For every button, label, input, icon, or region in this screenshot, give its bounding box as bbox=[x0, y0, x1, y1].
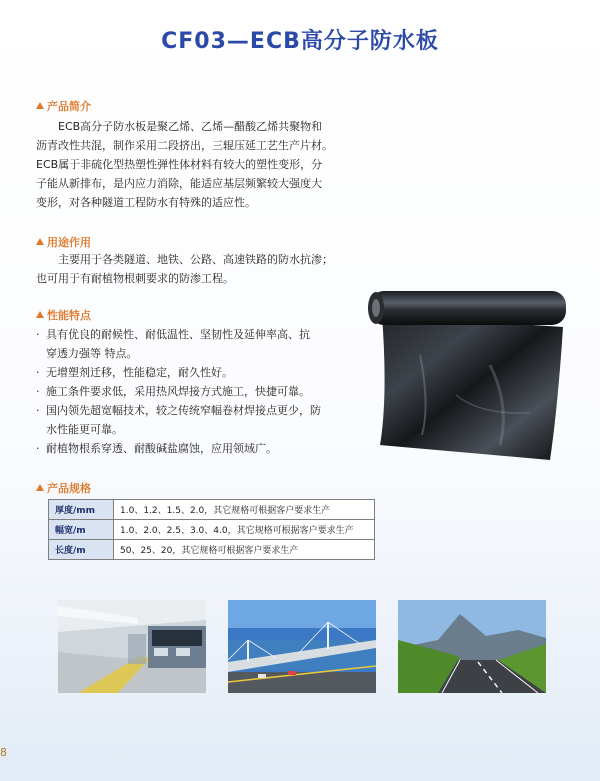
feature-item bbox=[36, 382, 366, 401]
feature-item bbox=[36, 439, 366, 458]
triangle-icon bbox=[36, 484, 44, 491]
intro-line: 沥青改性共混，制作采用二段挤出，三辊压延工艺生产片材。 bbox=[36, 139, 333, 152]
subway-photo bbox=[58, 600, 206, 693]
page-number: 8 bbox=[0, 746, 7, 759]
page-title: CF03—ECB高分子防水板 bbox=[161, 29, 439, 54]
membrane-sheet bbox=[380, 315, 563, 460]
usage-line: 主要用于各类隧道、地铁、公路、高速铁路的防水抗渗； bbox=[58, 253, 333, 266]
bridge-photo bbox=[228, 600, 376, 693]
spec-table bbox=[48, 499, 375, 560]
usage-line: 也可用于有耐植物根刺要求的防渗工程。 bbox=[36, 272, 234, 285]
usage-heading-label: 用途作用 bbox=[47, 236, 91, 249]
spec-label: 幅宽/m bbox=[49, 520, 114, 540]
table-row bbox=[49, 540, 375, 560]
features-list bbox=[36, 325, 366, 458]
feature-line: 穿透力强等 特点。 bbox=[46, 347, 138, 360]
intro-line: 子能从新排布，是内应力消除，能适应基层频繁较大强度大 bbox=[36, 177, 322, 190]
intro-paragraph bbox=[36, 117, 333, 212]
feature-line: 施工条件要求低，采用热风焊接方式施工，快捷可靠。 bbox=[46, 385, 310, 398]
feature-line: 水性能更可靠。 bbox=[46, 423, 123, 436]
usage-paragraph bbox=[36, 250, 333, 288]
feature-line: 耐植物根系穿透、耐酸碱盐腐蚀，应用领域广。 bbox=[46, 442, 277, 455]
usage-heading bbox=[36, 234, 91, 250]
feature-item bbox=[36, 363, 366, 382]
specs-heading bbox=[36, 480, 91, 496]
bullet-dot: · bbox=[36, 404, 40, 417]
spec-label: 长度/m bbox=[49, 540, 114, 560]
triangle-icon bbox=[36, 311, 44, 318]
table-row bbox=[49, 520, 375, 540]
bullet-dot: · bbox=[36, 442, 40, 455]
bullet-dot: · bbox=[36, 328, 40, 341]
feature-line: 具有优良的耐候性、耐低温性、坚韧性及延伸率高、抗 bbox=[46, 328, 310, 341]
triangle-icon bbox=[36, 102, 44, 109]
table-row bbox=[49, 500, 375, 520]
feature-line: 无增塑剂迁移，性能稳定，耐久性好。 bbox=[46, 366, 233, 379]
intro-line: ECB属于非硫化型热塑性弹性体材料有较大的塑性变形，分 bbox=[36, 158, 323, 171]
bullet-dot: · bbox=[36, 385, 40, 398]
highway-photo bbox=[398, 600, 546, 693]
feature-line: 国内领先超宽幅技术，较之传统窄幅卷材焊接点更少，防 bbox=[46, 404, 321, 417]
spec-value: 50、25、20，其它规格可根据客户要求生产 bbox=[114, 540, 375, 560]
membrane-roll bbox=[370, 291, 566, 325]
specs-heading-label: 产品规格 bbox=[47, 482, 91, 495]
spec-label: 厚度/mm bbox=[49, 500, 114, 520]
features-heading bbox=[36, 307, 91, 323]
bullet-dot: · bbox=[36, 366, 40, 379]
membrane-roll-image bbox=[360, 285, 570, 460]
intro-heading-label: 产品简介 bbox=[47, 100, 91, 113]
spec-value: 1.0、2.0、2.5、3.0、4.0，其它规格可根据客户要求生产 bbox=[114, 520, 375, 540]
features-heading-label: 性能特点 bbox=[47, 309, 91, 322]
intro-line: 变形，对各种隧道工程防水有特殊的适应性。 bbox=[36, 196, 256, 209]
intro-line: ECB高分子防水板是聚乙烯、乙烯—醋酸乙烯共聚物和 bbox=[58, 120, 323, 133]
intro-heading bbox=[36, 98, 91, 114]
triangle-icon bbox=[36, 238, 44, 245]
feature-item bbox=[36, 401, 366, 439]
feature-item bbox=[36, 325, 366, 363]
spec-value: 1.0、1.2、1.5、2.0，其它规格可根据客户要求生产 bbox=[114, 500, 375, 520]
